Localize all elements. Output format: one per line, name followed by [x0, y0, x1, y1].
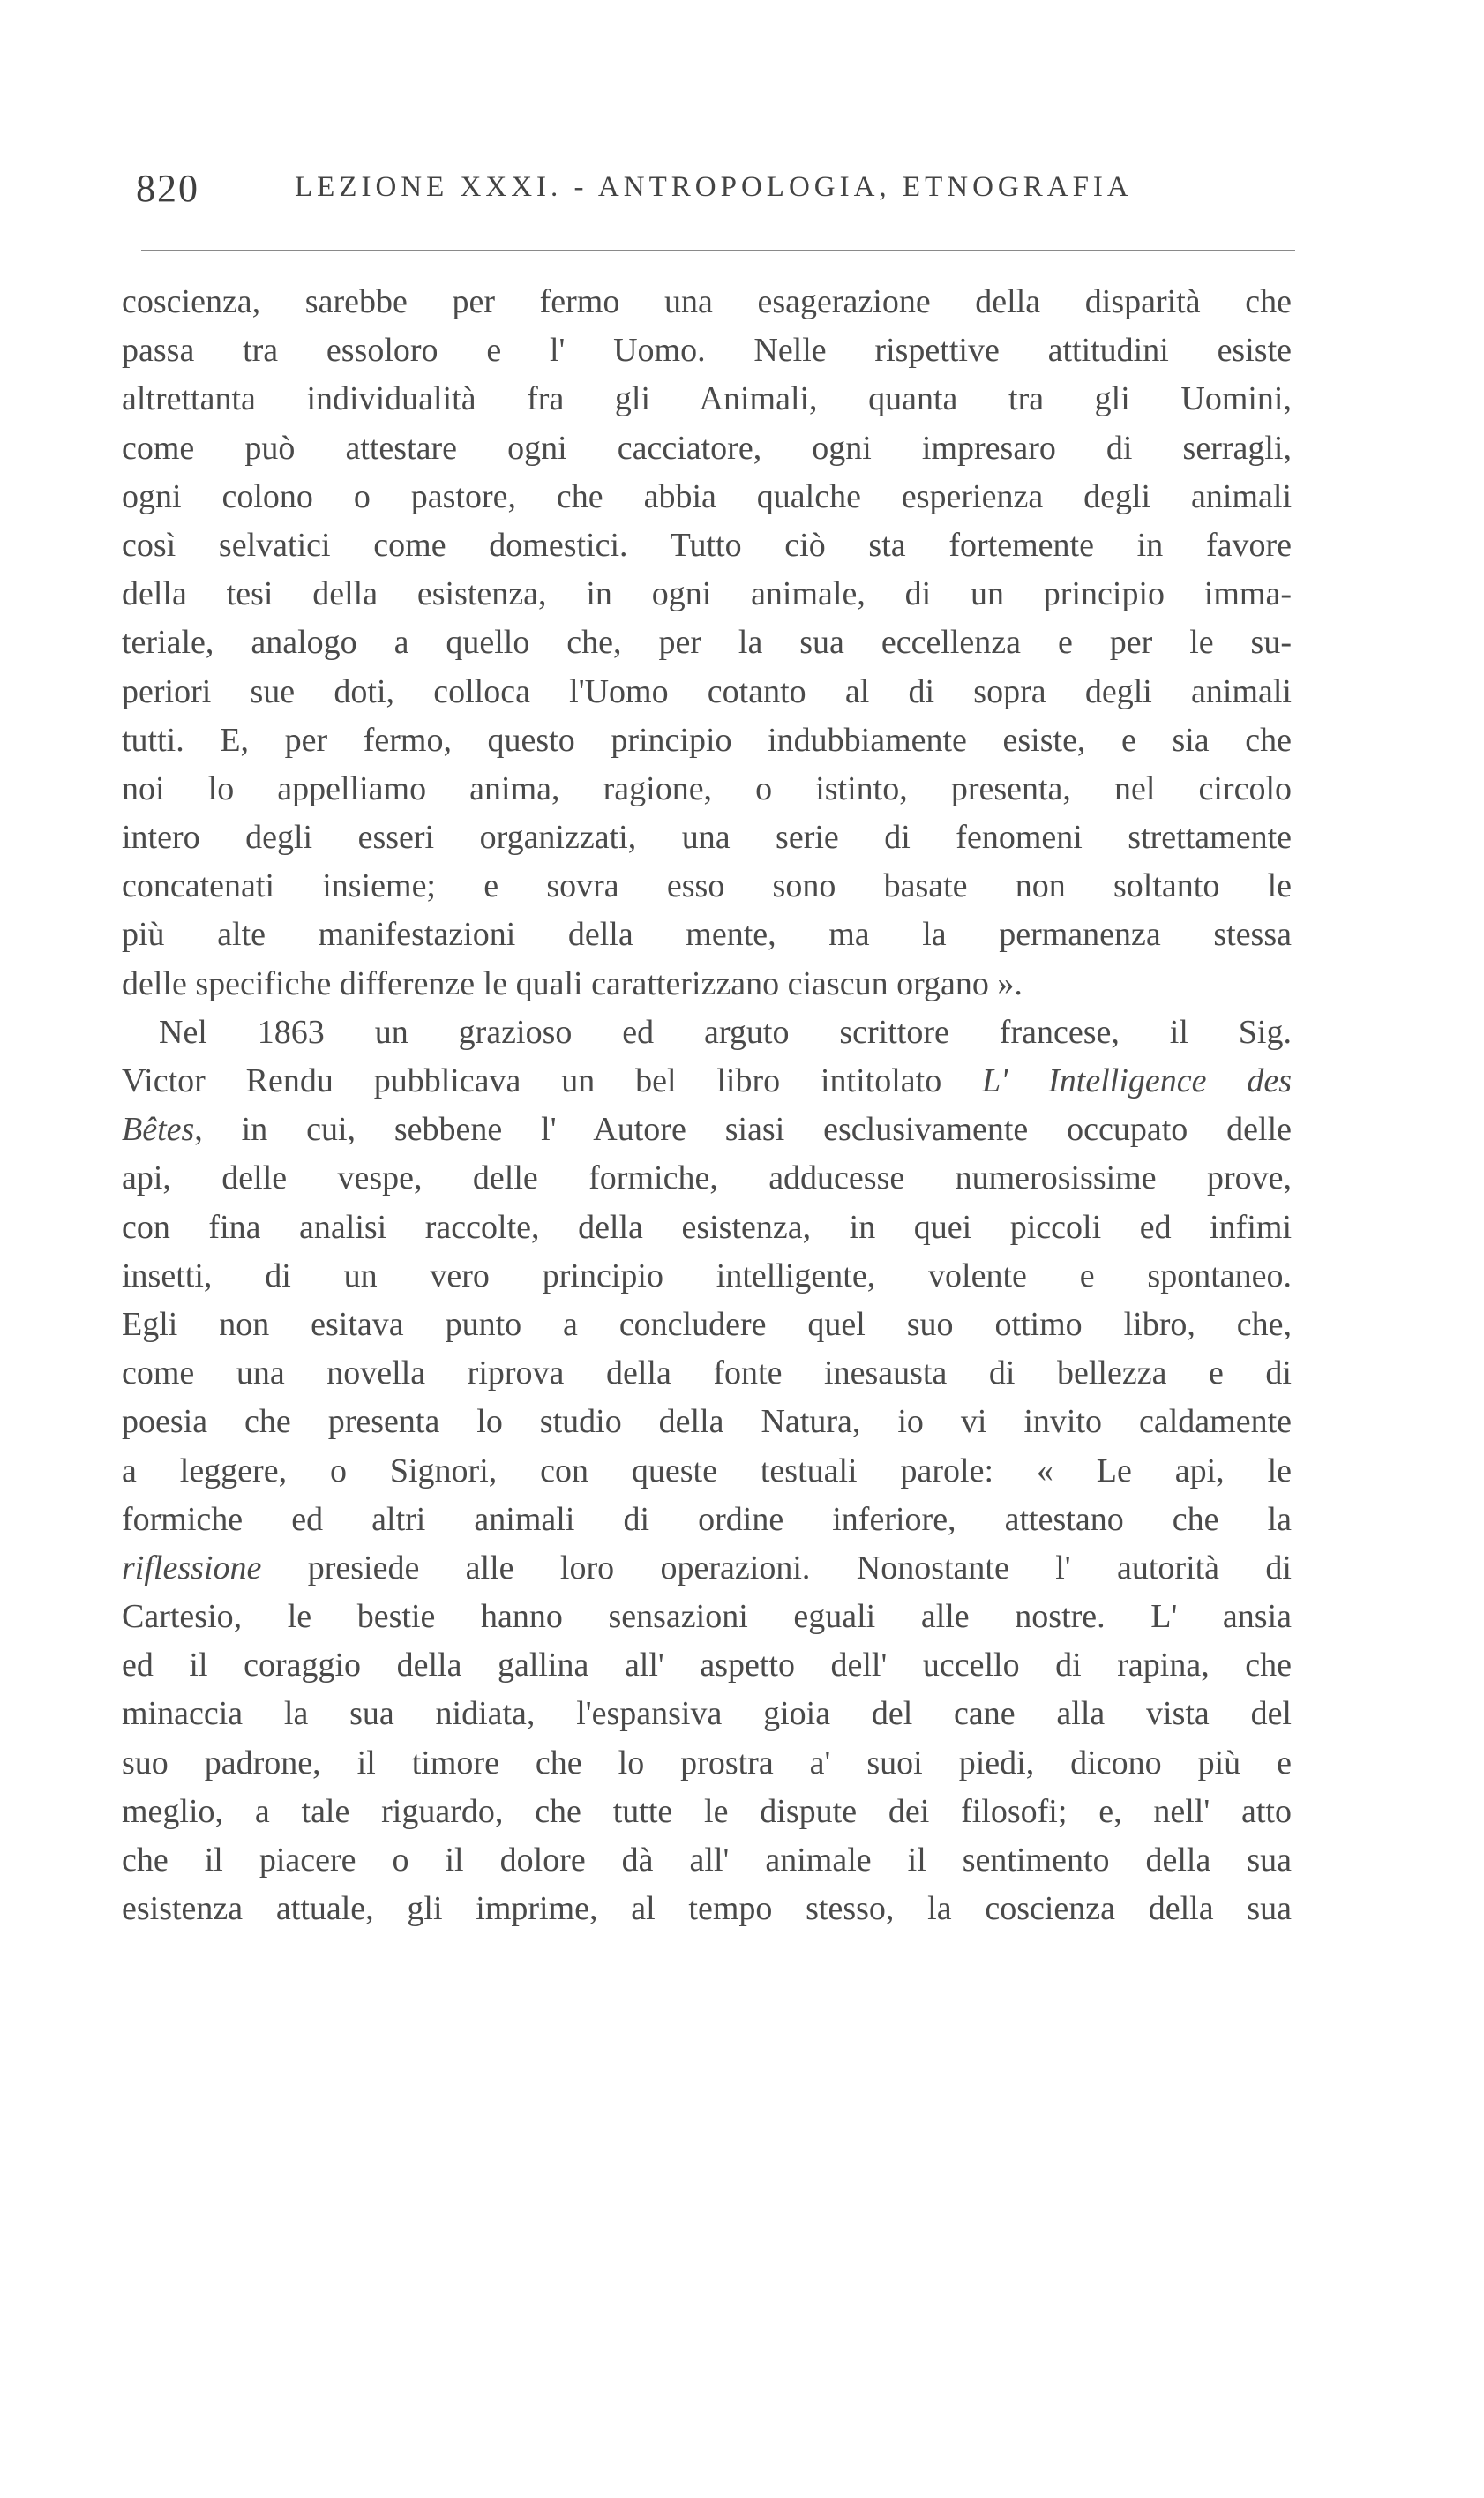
text-line — [122, 1057, 1292, 1106]
line-text: api, delle vespe, delle formiche, adducesse numerosissime prove, — [122, 1159, 1292, 1197]
line-text: con fina analisi raccolte, della esistenza, in quei piccoli ed infimi — [122, 1208, 1292, 1246]
text-line — [122, 814, 1292, 862]
line-text: concatenati insieme; e sovra esso sono basate non soltanto le — [122, 867, 1292, 905]
text-line — [122, 960, 1292, 1009]
line-text: presiede alle loro operazioni. Nonostante l' autorità di — [261, 1549, 1292, 1587]
line-text: Egli non esitava punto a concludere quel suo ottimo libro, che, — [122, 1305, 1292, 1343]
line-text: poesia che presenta lo studio della Natura, io vi invito caldamente — [122, 1403, 1292, 1441]
text-line — [122, 1739, 1292, 1788]
line-text: minaccia la sua nidiata, l'espansiva gioia del cane alla vista del — [122, 1695, 1292, 1733]
line-text: che il piacere o il dolore dà all' animale il sentimento della sua — [122, 1842, 1292, 1879]
page-number: 820 — [136, 167, 199, 210]
text-line — [122, 424, 1292, 473]
text-line — [122, 1204, 1292, 1252]
text-line — [122, 1447, 1292, 1496]
line-text: passa tra essoloro e l' Uomo. Nelle rispettive attitudini esiste — [122, 332, 1292, 370]
text-line — [122, 716, 1292, 765]
page-header — [136, 166, 1300, 219]
line-text: come può attestare ogni cacciatore, ogni impresaro di serragli, — [122, 429, 1292, 467]
text-line — [122, 1154, 1292, 1203]
italic-text: L' Intelligence des — [982, 1062, 1292, 1099]
text-line — [122, 1544, 1292, 1593]
text-line — [122, 1301, 1292, 1349]
line-text: come una novella riprova della fonte inesausta di bellezza e di — [122, 1354, 1292, 1392]
text-line — [122, 1349, 1292, 1398]
line-text: Victor Rendu pubblicava un bel libro intitolato — [122, 1062, 983, 1099]
line-text: periori sue doti, colloca l'Uomo cotanto al di sopra degli animali — [122, 672, 1292, 710]
line-text: ogni colono o pastore, che abbia qualche esperienza degli animali — [122, 477, 1292, 515]
text-line — [122, 1252, 1292, 1301]
text-line — [122, 911, 1292, 959]
text-line — [122, 1885, 1292, 1933]
text-line — [122, 278, 1292, 326]
line-text: teriale, analogo a quello che, per la sua eccellenza e per le su- — [122, 624, 1292, 662]
line-text: Cartesio, le bestie hanno sensazioni eguali alle nostre. L' ansia — [122, 1598, 1292, 1636]
line-text: , in cui, sebbene l' Autore siasi esclusivamente occupato delle — [194, 1111, 1292, 1149]
line-text: formiche ed altri animali di ordine inferiore, attestano che la — [122, 1500, 1292, 1538]
line-text: ed il coraggio della gallina all' aspetto dell' uccello di rapina, che — [122, 1647, 1292, 1684]
line-text: così selvatici come domestici. Tutto ciò sta fortemente in favore — [122, 526, 1292, 564]
text-line — [122, 1690, 1292, 1738]
italic-text: riflessione — [122, 1549, 262, 1587]
line-text: a leggere, o Signori, con queste testuali parole: « Le api, le — [122, 1452, 1292, 1489]
text-line — [122, 1788, 1292, 1836]
line-text: Nel 1863 un grazioso ed arguto scrittore francese, il Sig. — [159, 1013, 1292, 1051]
line-text: più alte manifestazioni della mente, ma la permanenza stessa — [122, 916, 1292, 954]
line-text: noi lo appelliamo anima, ragione, o istinto, presenta, nel circolo — [122, 769, 1292, 807]
text-line — [122, 521, 1292, 570]
line-text: esistenza attuale, gli imprime, al tempo stesso, la coscienza della sua — [122, 1890, 1292, 1928]
text-line — [122, 326, 1292, 375]
text-line — [122, 1593, 1292, 1641]
text-line — [122, 570, 1292, 619]
text-line — [122, 473, 1292, 521]
line-text: suo padrone, il timore che lo prostra a' suoi piedi, dicono più e — [122, 1744, 1292, 1782]
line-text: della tesi della esistenza, in ogni animale, di un principio imma- — [122, 575, 1292, 613]
text-line — [122, 1496, 1292, 1544]
line-text: tutti. E, per fermo, questo principio indubbiamente esiste, e sia che — [122, 721, 1292, 759]
line-text: meglio, a tale riguardo, che tutte le dispute dei filosofi; e, nell' atto — [122, 1792, 1292, 1830]
line-text: coscienza, sarebbe per fermo una esagerazione della disparità che — [122, 283, 1292, 320]
text-line — [122, 1398, 1292, 1446]
text-line — [122, 619, 1292, 667]
text-line — [122, 668, 1292, 716]
line-text: intero degli esseri organizzati, una serie di fenomeni strettamente — [122, 819, 1292, 857]
italic-text: Bêtes — [122, 1111, 195, 1149]
text-line — [122, 1836, 1292, 1885]
text-line — [122, 765, 1292, 814]
text-line — [122, 862, 1292, 911]
text-line — [122, 1641, 1292, 1690]
running-head: LEZIONE XXXI. - ANTROPOLOGIA, ETNOGRAFIA — [295, 171, 1133, 203]
line-text: insetti, di un vero principio intelligente, volente e spontaneo. — [122, 1257, 1292, 1294]
line-text: delle specifiche differenze le quali caratterizzano ciascun organo ». — [122, 964, 1023, 1002]
text-line — [122, 1009, 1292, 1057]
body-text — [122, 278, 1292, 1933]
text-line — [122, 375, 1292, 424]
header-rule — [141, 250, 1295, 251]
text-line — [122, 1106, 1292, 1154]
line-text: altrettanta individualità fra gli Animali, quanta tra gli Uomini, — [122, 380, 1292, 418]
